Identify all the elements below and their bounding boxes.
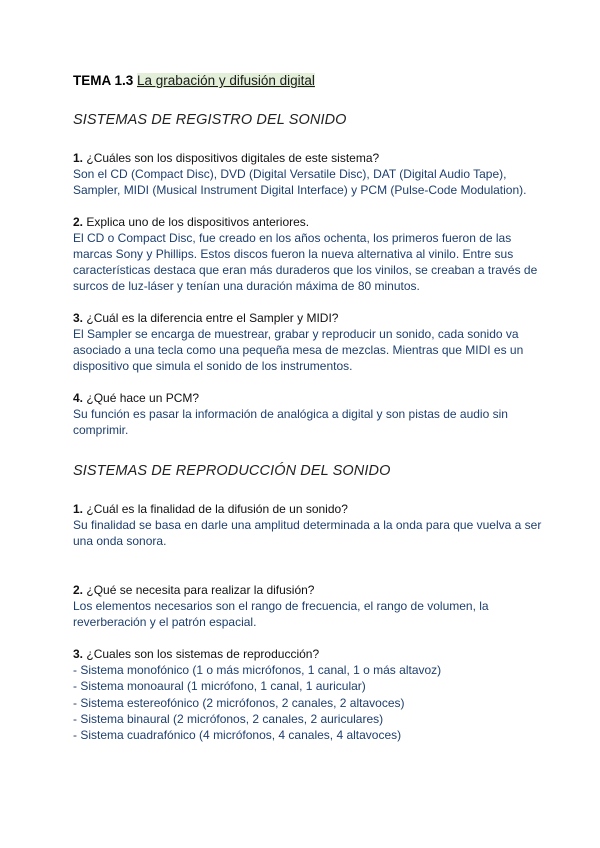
list-item: - Sistema cuadrafónico (4 micrófonos, 4 canales, 4 altavoces) [73, 728, 402, 743]
question [73, 390, 543, 406]
question-block [73, 646, 543, 743]
question-number: 1. [73, 151, 84, 165]
topic-number: TEMA 1.3 [73, 73, 134, 88]
question-text: ¿Qué se necesita para realizar la difusión? [86, 583, 315, 597]
question-text: ¿Cuáles son los dispositivos digitales de este sistema? [86, 151, 380, 165]
question-block [73, 310, 543, 374]
question-number: 2. [73, 583, 84, 597]
question-text: ¿Cuál es la diferencia entre el Sampler y MIDI? [86, 311, 339, 325]
question-block [73, 214, 543, 294]
question-block [73, 501, 543, 549]
question-block [73, 390, 543, 438]
question-text: ¿Cuál es la finalidad de la difusión de un sonido? [86, 502, 348, 516]
question-number: 1. [73, 502, 84, 516]
answer: Los elementos necesarios son el rango de frecuencia, el rango de volumen, la reverberación y el patrón espacial. [73, 599, 489, 629]
answer: El CD o Compact Disc, fue creado en los años ochenta, los primeros fueron de las marcas Sony y Phillips. Estos discos fueron la nueva alternativa al vinilo. Entre sus características destaca que eran más duraderos que los vinilos, se creaban a través de surcos de luz-láser y tenían una duración máxima de 80 minutos. [73, 231, 538, 293]
answer: Su finalidad se basa en darle una amplitud determinada a la onda para que vuelva a ser una onda sonora. [73, 518, 542, 548]
question-number: 3. [73, 647, 84, 661]
question-number: 2. [73, 215, 84, 229]
question-text: ¿Cuales son los sistemas de reproducción? [86, 647, 320, 661]
answer: Su función es pasar la información de analógica a digital y son pistas de audio sin comprimir. [73, 407, 508, 437]
question-block [73, 150, 543, 198]
question [73, 214, 543, 230]
question-number: 3. [73, 311, 84, 325]
question [73, 501, 543, 517]
question-number: 4. [73, 391, 84, 405]
question-text: Explica uno de los dispositivos anteriores. [86, 215, 310, 229]
question [73, 646, 543, 662]
topic-heading [73, 72, 543, 90]
question-block [73, 582, 543, 630]
list-item: - Sistema monofónico (1 o más micrófonos, 1 canal, 1 o más altavoz) [73, 663, 442, 677]
section-title-registro: SISTEMAS DE REGISTRO DEL SONIDO [73, 112, 347, 128]
question [73, 310, 543, 326]
section-title-reproduccion: SISTEMAS DE REPRODUCCIÓN DEL SONIDO [73, 463, 391, 479]
list-item: - Sistema estereofónico (2 micrófonos, 2 canales, 2 altavoces) [73, 695, 405, 710]
list-item: - Sistema binaural (2 micrófonos, 2 canales, 2 auriculares) [73, 711, 384, 726]
list-item: - Sistema monoaural (1 micrófono, 1 canal, 1 auricular) [73, 679, 366, 694]
answer: El Sampler se encarga de muestrear, grabar y reproducir un sonido, cada sonido va asociado a una tecla como una pequeña mesa de mezclas. Mientras que MIDI es un dispositivo que simula el sonido de los instrumentos. [73, 327, 524, 373]
document-content [73, 72, 543, 743]
question-text: ¿Qué hace un PCM? [86, 391, 200, 405]
question [73, 150, 543, 166]
question [73, 582, 543, 598]
topic-title: La grabación y difusión digital [137, 73, 315, 88]
answer: Son el CD (Compact Disc), DVD (Digital Versatile Disc), DAT (Digital Audio Tape), Sampler, MIDI (Musical Instrument Digital Interface) y PCM (Pulse-Code Modulation). [73, 167, 527, 197]
